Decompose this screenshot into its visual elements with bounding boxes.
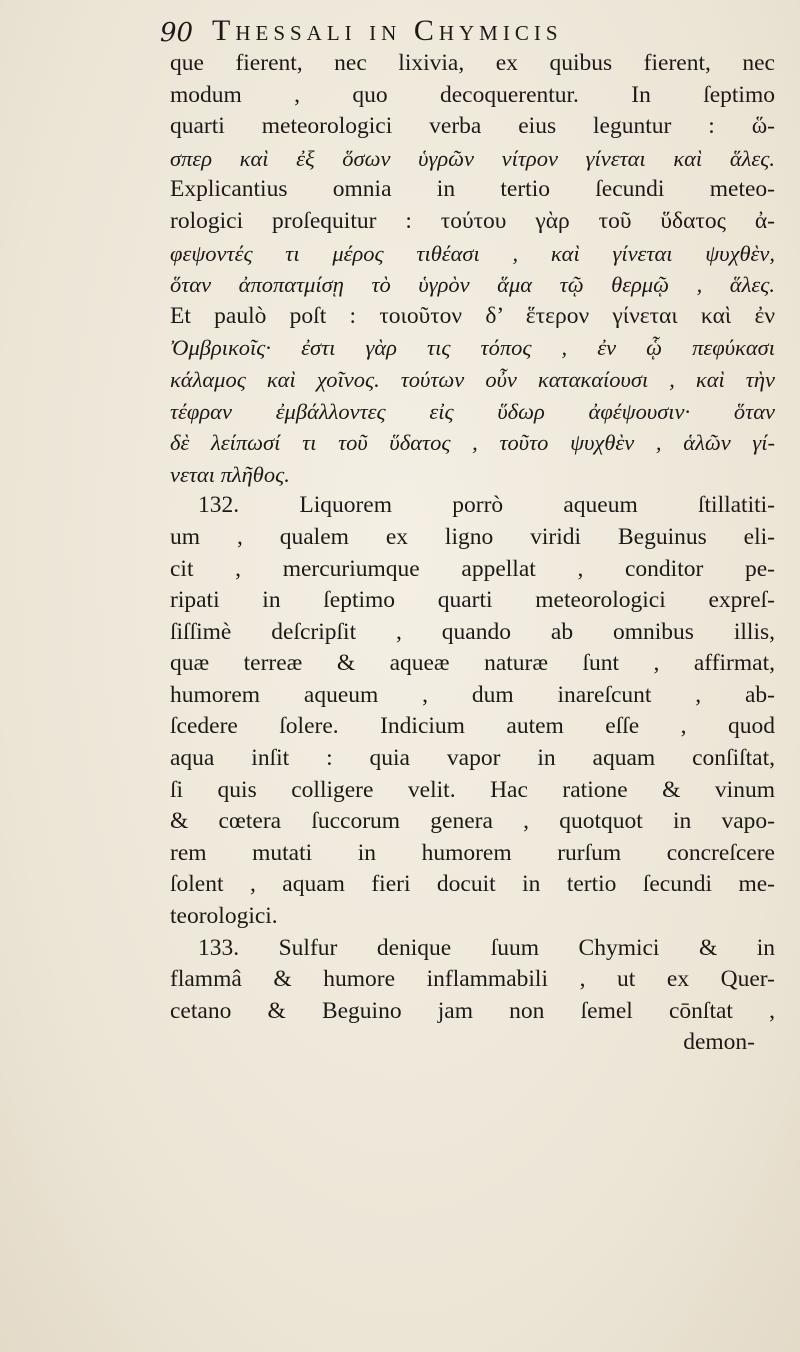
text-line: σπερ καὶ ἐξ ὅσων ὑγρῶν νίτρον γίνεται καὶ ἅλες.: [170, 145, 775, 171]
text-line: quarti meteorologici verba eius leguntur : ὥ-: [170, 113, 775, 140]
text-line: 133. Sulfur denique ſuum Chymici & in: [198, 934, 775, 961]
text-line: flammâ & humore inflammabili , ut ex Quer-: [170, 966, 775, 993]
text-line: teorologici.: [170, 903, 278, 930]
text-line: κάλαμος καὶ χοῖνος. τούτων οὖν κατακαίουσι , καὶ τὴν: [170, 366, 775, 392]
text-line: τέφραν ἐμβάλλοντες εἰς ὕδωρ ἀφέψουσιν· ὅταν: [170, 398, 775, 424]
text-line: φεψοντές τι μέρος τιθέασι , καὶ γίνεται ψυχθὲν,: [170, 240, 775, 266]
text-line: quæ terreæ & aqueæ naturæ ſunt , affirmat,: [170, 650, 775, 677]
text-line: rem mutati in humorem rurſum concreſcere: [170, 839, 775, 866]
text-line: 132. Liquorem porrò aqueum ſtillatiti-: [198, 492, 775, 519]
text-line: ſiſſimè deſcripſit , quando ab omnibus illis,: [170, 618, 775, 645]
text-line: νεται πλῆθος.: [170, 461, 290, 487]
text-line: ſolent , aquam fieri docuit in tertio ſecundi me-: [170, 871, 775, 898]
text-line: ſcedere ſolere. Indicium autem eſſe , quod: [170, 713, 775, 740]
page-header: [160, 12, 770, 48]
text-line: ſi quis colligere velit. Hac ratione & vinum: [170, 776, 775, 803]
text-line: Et paulò poſt : τοιοῦτον δ’ ἕτερον γίνεται καὶ ἐν: [170, 302, 775, 329]
page-number: 90: [160, 18, 194, 48]
text-line: humorem aqueum , dum inareſcunt , ab-: [170, 681, 775, 708]
text-line: Ὀμβρικοῖς· ἐστι γὰρ τις τόπος , ἐν ᾧ πεφύκασι: [170, 335, 775, 361]
text-line: que fierent, nec lixivia, ex quibus fierent, nec: [170, 50, 775, 76]
text-line: Explicantius omnia in tertio ſecundi meteo-: [170, 176, 775, 203]
running-head: Thessali in Chymicis: [212, 14, 563, 47]
text-line: & cœtera ſuccorum genera , quotquot in vapo-: [170, 808, 775, 835]
text-line: cetano & Beguino jam non ſemel cōnſtat ,: [170, 997, 775, 1024]
text-line: modum , quo decoquerentur. In ſeptimo: [170, 81, 775, 108]
text-line: δὲ λείπωσί τι τοῦ ὕδατος , τοῦτο ψυχθὲν , ἁλῶν γί-: [170, 430, 775, 456]
text-body: [170, 48, 775, 1059]
catchword: demon-: [683, 1029, 755, 1056]
text-line: cit , mercuriumque appellat , conditor pe-: [170, 555, 775, 582]
text-line: um , qualem ex ligno viridi Beguinus eli-: [170, 523, 775, 550]
text-line: rologici proſequitur : τούτου γὰρ τοῦ ὕδατος ἀ-: [170, 207, 775, 234]
text-line: aqua inſit : quia vapor in aquam conſiſtat,: [170, 745, 775, 772]
text-line: ὅταν ἀποπατμίσῃ τὸ ὑγρὸν ἅμα τῷ θερμῷ , ἅλες.: [170, 272, 775, 298]
text-line: ripati in ſeptimo quarti meteorologici expreſ-: [170, 587, 775, 614]
